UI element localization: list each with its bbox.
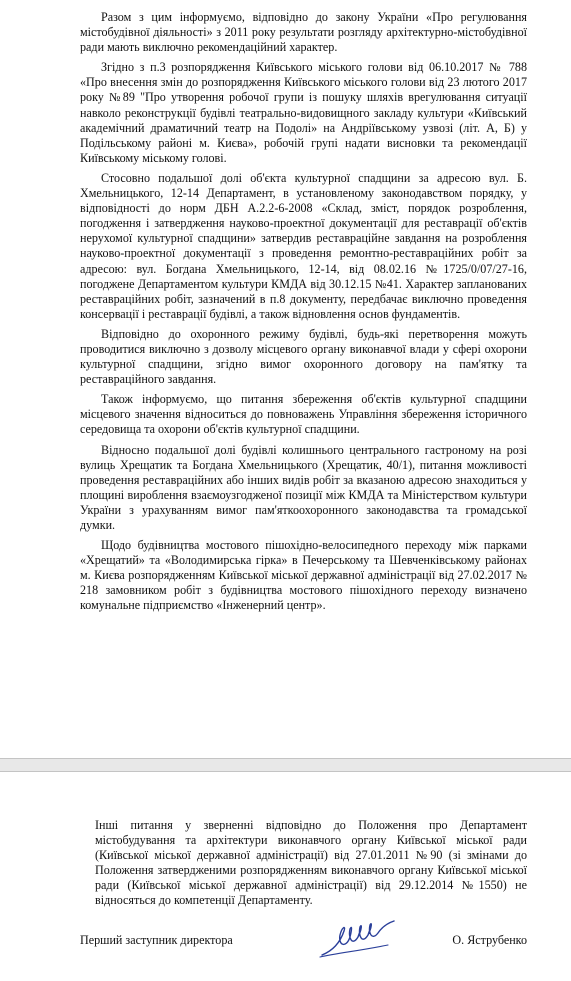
paragraph-pedestrian-bridge: Щодо будівництва мостового пішохідно-велосипедного переходу між парками «Хрещатий» та «Володимирська гірка» в Печерському та Шевченківському районах м. Києва розпорядженням Київської міської державної адміністрації від 27.02.2017 № 218 замовником робіт з будівництва мостового пішохідного переходу визначено комунальне підприємство «Інженерний центр». [80, 538, 527, 613]
paragraph-recommendation: Разом з цим інформуємо, відповідно до закону України «Про регулювання містобудівної діяльності» з 2011 року результати розгляду архітектурно-містобудівної ради мають виключно рекомендаційний характер. [80, 10, 527, 55]
document-page-2 [0, 772, 571, 981]
paragraph-local-heritage: Також інформуємо, що питання збереження об'єктів культурної спадщини місцевого значення відноситься до повноважень Управління збереження історичного середовища та охорони об'єктів культурної спадщини. [80, 392, 527, 437]
paragraph-protection-regime: Відповідно до охоронного режиму будівлі, будь-які перетворення можуть проводитися виключно з дозволу місцевого органу виконавчої влади у сфері охорони культурної спадщини, згідно вимог охоронного договору на пам'ятку та реставраційного завдання. [80, 326, 527, 387]
letter-closing [95, 818, 527, 914]
letter-body [80, 10, 527, 619]
paragraph-heritage-object: Стосовно подальшої долі об'єкта культурної спадщини за адресою вул. Б. Хмельницького, 12-14 Департамент, в установленому законодавством порядку, у відповідності до норм ДБН А.2.2-6-2008 «Склад, зміст, порядок розроблення, погодження і затвердження науково-проектної документації для реставрації об'єктів нерухомої культурної спадщини» затвердив реставраційне завдання на розроблення науково-проектної документації з проведення ремонтно-реставраційних робіт за адресою: вул. Богдана Хмельницького, 12-14, від 08.02.16 №1725/0/07/27-16, погоджене Департаментом культури КМДА від 30.12.15 №41. Характер запланованих реставраційних робіт, зазначений в п.8 документу, передбачає виключно проведення консервації і реставрації будівлі, а також відновлення основ фундаментів. [80, 170, 527, 321]
signature-block [80, 925, 527, 965]
paragraph-other-issues: Інші питання у зверненні відповідно до Положення про Департамент містобудування та архітектури виконавчого органу Київської міської ради (Київської міської державної адміністрації) від 27.01.2011 №90 (зі змінами до Положення затвердженими розпорядженням виконавчого органу Київської міської ради (Київської міської державної адміністрації) від 29.12.2014 №1550) не відносяться до компетенції Департаменту. [95, 818, 527, 908]
page-separator [0, 758, 571, 772]
paragraph-order-788: Згідно з п.3 розпорядження Київського міського голови від 06.10.2017 № 788 «Про внесення змін до розпорядження Київського міського голови від 23 лютого 2017 року №89 "Про утворення робочої групи із пошуку шляхів врегулювання ситуації навколо реконструкції будівлі театрально-видовищного закладу культури «Київський академічний драматичний театр на Подолі» на Андріївському узвозі (літ. А, Б) у Подільському районі м. Києва», робочій групі надати висновки та рекомендації Київському міському голові. [80, 60, 527, 165]
signatory-title: Перший заступник директора [80, 933, 233, 947]
handwritten-signature [318, 915, 398, 961]
paragraph-central-grocery: Відносно подальшої долі будівлі колишнього центрального гастроному на розі вулиць Хрещатик та Богдана Хмельницького (Хрещатик, 40/1), питання можливості проведення реставраційних або інших видів робіт за вказаною адресою знаходиться у площині вироблення взаємоузгодженої позиції між КМДА та Міністерством культури України з урахуванням вимог пам'яткоохоронного законодавства та громадської думки. [80, 442, 527, 532]
signatory-name: О. Яструбенко [452, 933, 527, 947]
